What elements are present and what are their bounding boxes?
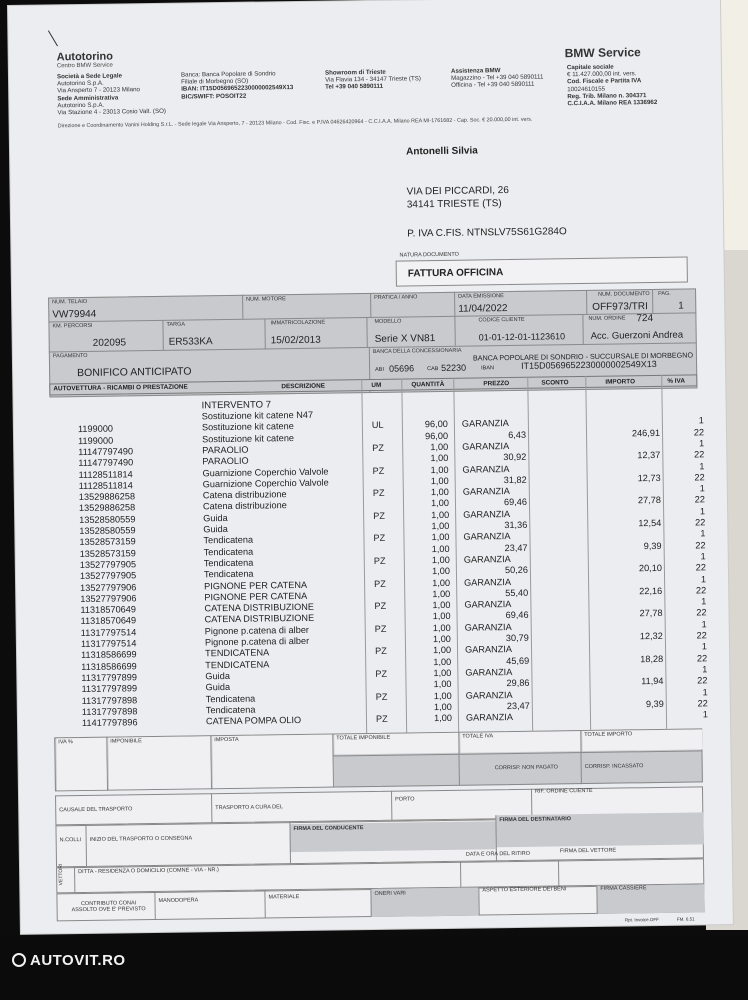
item-importo: 12,54	[638, 517, 662, 529]
telaio-value: VW79944	[52, 308, 97, 321]
item-description: TENDICATENA	[205, 659, 270, 670]
item-importo	[594, 687, 664, 688]
item-code: 13527797905	[79, 570, 137, 582]
item-quantity: 1,00	[433, 656, 452, 667]
immatr-value: 15/02/2013	[270, 334, 321, 347]
item-description: Guida	[203, 512, 228, 524]
item-price: GARANZIA	[465, 712, 514, 723]
item-quantity: 1,00	[433, 701, 452, 712]
item-iva: 1	[700, 573, 707, 584]
pagamento-value: BONIFICO ANTICIPATO	[77, 365, 192, 380]
item-description: Tendicatena	[205, 693, 256, 704]
item-price: GARANZIA	[462, 440, 510, 452]
item-um: PZ	[373, 555, 386, 566]
item-importo	[591, 529, 661, 530]
iban-label: IBAN	[481, 365, 494, 372]
item-price: GARANZIA	[464, 644, 513, 655]
oneri-label: ONERI VARI	[374, 890, 406, 897]
item-description: TENDICATENA	[204, 647, 270, 659]
item-quantity: 1,00	[431, 554, 450, 566]
imposta-label: IMPOSTA	[214, 736, 239, 744]
item-importo: 27,78	[637, 495, 662, 506]
natura-value: FATTURA OFFICINA	[407, 267, 504, 280]
corrisp-non-label: CORRISP. NON PAGATO	[494, 764, 558, 772]
item-code: 13528573159	[79, 536, 136, 548]
inizio-trasporto-label: INIZIO DEL TRASPORTO O CONSEGNA	[89, 835, 193, 843]
pag-label: PAG.	[658, 290, 671, 297]
item-iva: 22	[696, 630, 707, 641]
footnote-code: FM. 6.51	[676, 916, 695, 922]
item-description: Guarnizione Coperchio Valvole	[202, 477, 329, 490]
emissione-label: DATA EMISSIONE	[458, 293, 504, 300]
item-quantity: 1,00	[431, 566, 451, 577]
item-importo	[593, 620, 663, 621]
targa-label: TARGA	[166, 321, 186, 328]
item-iva: 22	[696, 652, 708, 664]
manodopera-label: MANODOPERA	[158, 897, 199, 904]
item-quantity: 1,00	[433, 679, 452, 690]
item-quantity: 1,00	[431, 532, 450, 543]
modello-label: MODELLO	[374, 318, 402, 325]
bank-info: Banca: Banca Popolare di Sondrio Filiale di Morbegno (SO) IBAN: IT15D0569652230000002549X13 BIC/SWIFT: POSOIT22	[180, 70, 294, 101]
item-importo	[594, 710, 664, 711]
item-code: 11317797898	[81, 706, 138, 717]
materiale-label: MATERIALE	[268, 894, 300, 901]
item-price: 23,47	[504, 542, 528, 553]
abi-value: 05696	[389, 363, 415, 374]
firma-destinatario-label: FIRMA DEL DESTINATARIO	[499, 816, 572, 824]
item-description: Guida	[205, 682, 231, 693]
item-iva: 1	[702, 686, 708, 697]
col-um: UM	[371, 381, 382, 389]
tot-iva-label: TOTALE IVA	[462, 733, 494, 740]
item-iva: 22	[696, 607, 707, 618]
item-quantity: 1,00	[430, 475, 449, 486]
item-importo: 18,28	[640, 653, 664, 664]
item-description: Catena distribuzione	[202, 489, 287, 501]
iban-value: IT15D0569652230000002549X13	[521, 358, 657, 371]
item-price	[466, 407, 526, 408]
item-code: 11317797899	[81, 683, 138, 695]
item-price: 31,82	[503, 474, 527, 485]
item-code: 11318586699	[81, 649, 137, 661]
item-iva: 1	[702, 709, 709, 720]
item-description: PARAOLIO	[202, 455, 249, 467]
item-iva: 1	[699, 506, 706, 517]
item-price: 69,46	[505, 610, 529, 621]
item-importo	[593, 665, 663, 666]
item-price: GARANZIA	[463, 531, 511, 542]
footnote: Rpt. Invoice.OFF	[624, 917, 659, 923]
item-quantity: 1,00	[431, 498, 450, 509]
customer-name: Antonelli Silvia	[405, 145, 478, 158]
item-um: PZ	[375, 691, 388, 702]
item-iva: 1	[698, 415, 704, 426]
item-importo: 9,39	[643, 540, 662, 551]
contributo-label: CONTRIBUTO CONAI ASSOLTO OVE E' PREVISTO	[71, 900, 146, 914]
company-sub: Centro BMW Service	[56, 62, 113, 70]
item-price: 50,26	[504, 564, 528, 576]
ordine-label: NUM. ORDINE	[588, 315, 626, 322]
item-price: GARANZIA	[465, 689, 513, 701]
item-price: 6,43	[508, 429, 527, 440]
item-code: 1199000	[77, 423, 114, 435]
item-code: 13527797906	[80, 593, 137, 604]
intervento-title: INTERVENTO 7	[201, 399, 272, 412]
ordine-value: 724	[636, 313, 654, 325]
firma-cassiere-label: FIRMA CASSIERE	[600, 885, 647, 892]
item-iva: 22	[694, 517, 706, 528]
corrisp-inc-label: CORRISP. INCASSATO	[584, 763, 644, 771]
cab-label: CAB	[427, 366, 439, 373]
banca-value: BANCA POPOLARE DI SONDRIO - SUCCURSALE DI MORBEGNO	[472, 350, 694, 363]
item-description: Catena distribuzione	[202, 500, 287, 512]
item-importo: 12,73	[637, 472, 661, 484]
item-description: Tendicatena	[203, 534, 254, 546]
item-description: Sostituzione kit catene	[201, 432, 295, 444]
item-price: 69,46	[503, 497, 528, 508]
item-quantity: 1,00	[430, 453, 449, 464]
item-quantity: 1,00	[430, 464, 449, 475]
item-price: 29,86	[506, 677, 530, 689]
item-description: Tendicatena	[205, 704, 256, 716]
item-quantity: 1,00	[432, 577, 451, 588]
customer-city: 34141 TRIESTE (TS)	[406, 198, 502, 211]
imponibile-label: IMPONIBILE	[110, 738, 142, 745]
item-code: 11318570649	[80, 615, 137, 627]
item-um: PZ	[374, 578, 386, 589]
item-code: 11318570649	[80, 604, 137, 616]
porto-label: PORTO	[395, 796, 415, 803]
codcli-value: 01-01-12-01-1123610	[478, 331, 566, 343]
item-iva: 22	[694, 472, 705, 483]
item-price: GARANZIA	[464, 576, 512, 588]
item-description: Pignone p.catena di alber	[204, 635, 310, 648]
item-importo: 12,32	[639, 630, 663, 642]
item-quantity: 1,00	[432, 611, 451, 622]
item-importo: 22,16	[639, 585, 663, 597]
item-um: PZ	[374, 646, 387, 657]
item-description: PIGNONE PER CATENA	[204, 579, 308, 591]
item-code: 1199000	[78, 435, 114, 446]
capitale-info: Capitale sociale € 11.427.000,00 int. vers. Cod. Fiscale e Partita IVA 10024610155 Reg. Trib. Milano n. 304371 C.C.I.A.A. Milano REA 1336962	[566, 63, 658, 108]
item-importo: 12,37	[637, 450, 661, 461]
pagamento-label: PAGAMENTO	[52, 352, 88, 360]
banca-label: BANCA DELLA CONCESSIONARIA	[372, 347, 462, 355]
item-description: CATENA POMPA OLIO	[205, 715, 302, 727]
codcli-label: CODICE CLIENTE	[478, 316, 525, 324]
item-iva: 22	[697, 698, 708, 709]
item-quantity: 1,00	[432, 633, 451, 645]
ncolli-label: N.COLLI	[59, 837, 82, 844]
item-iva: 1	[700, 551, 706, 562]
pen-mark	[48, 30, 58, 46]
item-um: UL	[371, 420, 384, 431]
immatr-label: IMMATRICOLAZIONE	[270, 319, 326, 327]
item-price: 45,69	[506, 655, 530, 666]
item-description: Guarnizione Coperchio Valvole	[202, 466, 329, 478]
item-iva: 22	[695, 562, 706, 573]
autovit-logo-icon	[12, 953, 26, 967]
cab-value: 52230	[441, 362, 467, 373]
item-um: PZ	[372, 487, 385, 499]
item-iva: 22	[694, 449, 705, 460]
item-quantity: 1,00	[433, 690, 452, 701]
item-quantity: 1,00	[430, 441, 449, 453]
item-price: GARANZIA	[464, 599, 512, 610]
telaio-label: NUM. TELAIO	[52, 298, 88, 306]
item-code: 11128511814	[78, 468, 133, 480]
item-code: 11317797514	[80, 638, 137, 650]
item-code: 11417797896	[81, 717, 138, 729]
item-quantity: 1,00	[433, 645, 452, 656]
item-price: 55,40	[505, 587, 529, 598]
rif-ordine-label: RIF. ORDINE CLIENTE	[534, 787, 593, 795]
item-iva: 1	[701, 618, 707, 630]
item-price: GARANZIA	[461, 418, 509, 429]
item-code: 13527797905	[79, 559, 137, 570]
watermark: AUTOVIT.RO	[12, 952, 126, 969]
item-um: PZ	[373, 533, 386, 544]
item-code: 13529886258	[78, 491, 136, 503]
item-description: Guida	[205, 670, 230, 682]
item-iva: 22	[695, 539, 706, 551]
item-code: 11317797514	[80, 626, 137, 638]
item-iva: 1	[699, 460, 705, 471]
item-code: 13529886258	[78, 502, 136, 514]
item-quantity: 1,00	[430, 486, 449, 498]
item-iva: 1	[701, 596, 707, 607]
item-quantity	[388, 408, 448, 409]
item-quantity: 96,00	[424, 430, 449, 441]
item-quantity: 96,00	[424, 419, 448, 430]
item-iva: 22	[693, 426, 705, 438]
item-quantity: 1,00	[433, 667, 452, 679]
targa-value: ER533KA	[168, 336, 213, 348]
invoice-document	[8, 0, 733, 934]
item-price: GARANZIA	[462, 463, 510, 475]
item-iva: 1	[701, 641, 708, 652]
item-quantity: 1,00	[431, 509, 450, 520]
item-code: 13527797906	[80, 581, 137, 593]
direzione-line: Direzione e Coordinamento Vanini Holding S.r.L. - Sede legale Via Ansperto, 7 - 20123 Milano - Cod. Fisc. e P.IVA 04626420964 - C.C.I.A.A. Milano REA MI-1761682 - Cap. Soc. € 20.000,00 int. vers.	[57, 116, 533, 130]
item-quantity: 1,00	[432, 599, 451, 611]
item-importo	[590, 461, 660, 462]
firma-conducente-label: FIRMA DEL CONDUCENTE	[293, 825, 364, 833]
col-quantita: QUANTITÀ	[411, 380, 445, 389]
item-description: Sostituzione kit catene	[201, 421, 294, 433]
data-ritiro-label: DATA E ORA DEL RITIRO	[465, 850, 531, 858]
item-importo: 9,39	[645, 698, 664, 709]
item-price: GARANZIA	[464, 621, 512, 633]
item-code: 13528573159	[79, 547, 136, 559]
item-code: 11317797898	[81, 694, 138, 706]
tot-imponibile-label: TOTALE IMPONIBILE	[336, 734, 391, 742]
col-descrizione: DESCRIZIONE	[281, 382, 326, 391]
item-importo: 20,10	[638, 563, 662, 574]
item-code: 11318586699	[81, 660, 137, 672]
ditta-label: DITTA - RESIDENZA O DOMICILIO (COMNE - VIA - NR.)	[78, 867, 219, 876]
item-description: CATENA DISTRIBUZIONE	[204, 601, 315, 614]
item-description: PIGNONE PER CATENA	[204, 590, 308, 603]
item-importo	[591, 507, 661, 508]
pag-value: 1	[678, 300, 684, 312]
pratica-label: PRATICA / ANNO	[374, 294, 418, 301]
aspetto-label: ASPETTO ESTERIORE DEI BENI	[482, 886, 567, 894]
vettori-label: VETTORI	[57, 863, 65, 886]
item-um: PZ	[375, 713, 388, 725]
item-iva: 1	[702, 664, 708, 675]
item-quantity: 1,00	[434, 712, 453, 724]
item-description: CATENA DISTRIBUZIONE	[204, 613, 315, 625]
item-description: Tendicatena	[203, 546, 254, 557]
item-quantity: 1,00	[431, 543, 450, 554]
tot-importo-label: TOTALE IMPORTO	[584, 731, 633, 739]
item-quantity: 1,00	[432, 588, 451, 599]
item-code: 13528580559	[79, 525, 136, 537]
modello-value: Serie X VN81	[374, 333, 436, 345]
assistenza-info: Assistenza BMW Magazzino - Tel +39 040 5890111 Officina - Tel +39 040 5890111	[450, 67, 544, 90]
brand-service: BMW Service	[564, 45, 641, 61]
item-price: GARANZIA	[463, 553, 511, 565]
numdoc-value: OFF973/TRI	[592, 301, 648, 313]
item-importo	[590, 405, 660, 406]
item-importo	[593, 642, 663, 643]
item-iva: 22	[695, 585, 707, 596]
item-description: Sostituzione kit catene N47	[201, 409, 314, 422]
acc-value: Acc. Guerzoni Andrea	[590, 329, 684, 342]
item-um: PZ	[375, 668, 388, 679]
item-code: 11147797490	[78, 457, 134, 469]
item-importo	[590, 439, 660, 440]
item-um: PZ	[372, 465, 385, 476]
causale-label: CAUSALE DEL TRASPORTO	[59, 806, 133, 814]
col-sconto: SCONTO	[541, 379, 569, 387]
emissione-value: 11/04/2022	[458, 303, 508, 315]
item-price: 30,92	[503, 451, 527, 463]
item-importo	[590, 416, 660, 417]
item-description: Guida	[203, 523, 228, 535]
item-iva: 1	[698, 438, 705, 449]
item-price: 23,47	[506, 700, 530, 711]
col-iva: % IVA	[667, 377, 685, 385]
item-price: 31,36	[504, 519, 528, 531]
km-value: 202095	[92, 337, 127, 349]
km-label: KM. PERCORSI	[52, 322, 93, 330]
item-importo: 246,91	[631, 427, 661, 438]
sede-legale: Società a Sede Legale Autotorino S.p.A. Via Ansperto 7 - 20123 Milano Sede Amministrativa Autotorino S.p.A. Via Stazione 4 - 23013 Cosio Valt. (SO)	[56, 72, 166, 117]
item-iva: 1	[699, 483, 705, 494]
item-um: PZ	[373, 510, 385, 521]
item-description: Tendicatena	[203, 557, 254, 569]
customer-address: VIA DEI PICCARDI, 26	[406, 185, 509, 198]
item-importo: 11,94	[641, 676, 664, 687]
item-description: PARAOLIO	[202, 444, 249, 456]
item-importo: 27,78	[639, 608, 663, 619]
showroom-info: Showroom di Trieste Via Flavia 134 - 34147 Trieste (TS) Tel +39 040 5890111	[324, 68, 421, 91]
item-code: 11317797899	[81, 672, 137, 683]
trasporto-cura-label: TRASPORTO A CURA DEL	[215, 804, 283, 812]
item-importo	[592, 597, 662, 598]
item-iva: 1	[700, 528, 706, 539]
item-code: 13528580559	[79, 513, 136, 525]
item-quantity: 1,00	[431, 520, 450, 532]
item-iva: 22	[694, 494, 706, 505]
item-price: GARANZIA	[463, 508, 511, 520]
item-importo	[591, 484, 661, 485]
natura-label: NATURA DOCUMENTO	[399, 251, 459, 259]
motore-label: NUM. MOTORE	[246, 296, 286, 303]
item-quantity: 1,00	[432, 622, 451, 633]
company-name: Autotorino	[56, 50, 114, 64]
firma-vettore-label: FIRMA DEL VETTORE	[559, 847, 617, 855]
customer-piva: P. IVA C.FIS. NTNSLV75S61G284O	[407, 226, 567, 240]
item-price: GARANZIA	[465, 666, 513, 678]
item-code: 11147797490	[78, 446, 134, 457]
item-um: PZ	[374, 623, 387, 634]
item-description: Tendicatena	[203, 568, 254, 580]
col-autovettura: AUTOVETTURA - RICAMBI O PRESTAZIONE	[53, 383, 188, 393]
col-importo: IMPORTO	[605, 378, 636, 386]
item-price: 30,79	[505, 632, 529, 644]
item-importo	[592, 574, 662, 575]
col-prezzo: PREZZO	[483, 380, 510, 388]
item-price: GARANZIA	[462, 486, 510, 497]
numdoc-label: NUM. DOCUMENTO	[598, 291, 650, 298]
item-um: PZ	[372, 442, 385, 453]
item-um: PZ	[374, 600, 387, 612]
item-iva: 22	[697, 675, 708, 686]
item-description: Pignone p.catena di alber	[204, 624, 310, 637]
abi-label: ABI	[375, 366, 385, 373]
item-importo	[592, 552, 662, 553]
iva-pct-label: IVA %	[58, 739, 73, 746]
item-code: 11128511814	[78, 480, 133, 491]
